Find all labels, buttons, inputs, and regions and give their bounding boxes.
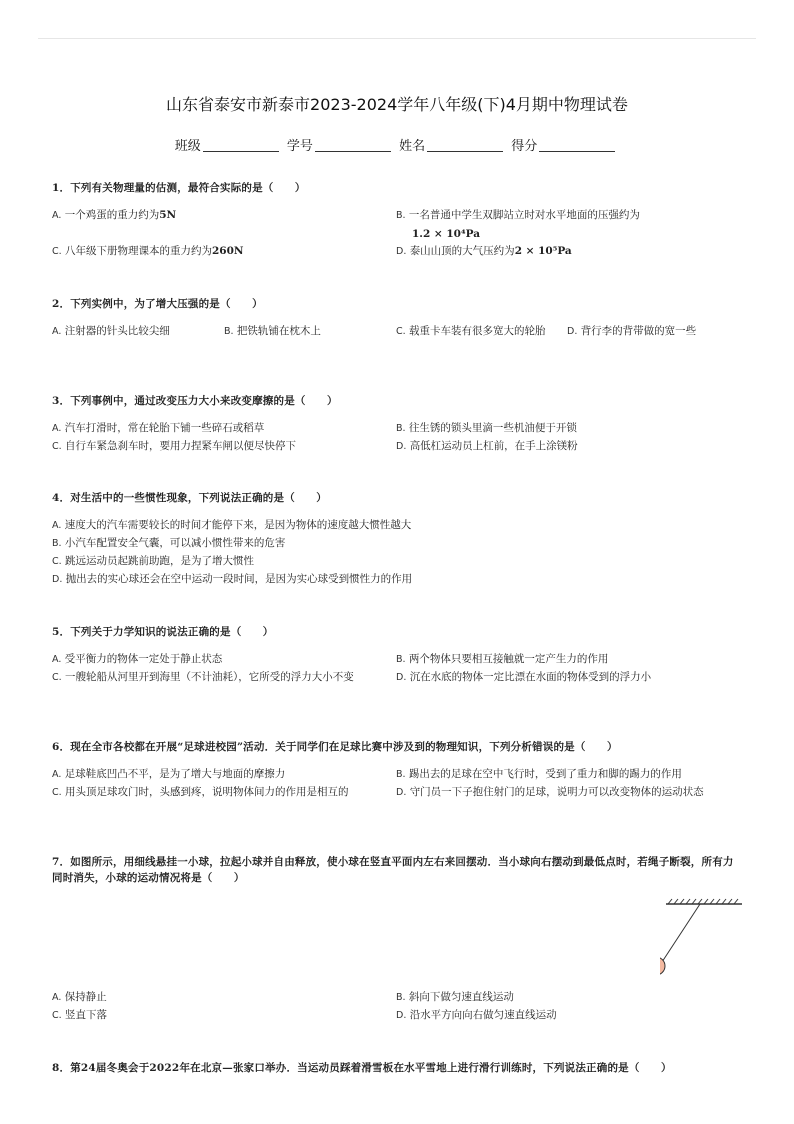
question-5 xyxy=(52,624,742,704)
pendulum-diagram xyxy=(660,898,744,978)
question-2 xyxy=(52,296,742,358)
question-1 xyxy=(52,180,742,260)
class-label: 班级 xyxy=(174,139,201,154)
name-blank[interactable] xyxy=(427,139,503,152)
question-stem: 4．对生活中的一些惯性现象，下列说法正确的是（ ） xyxy=(52,492,328,504)
option-b[interactable]: B. 一名普通中学生双脚站立时对水平地面的压强约为 1.2 × 10⁴Pa xyxy=(396,209,640,240)
option-a[interactable]: A. 注射器的针头比较尖细 xyxy=(52,325,170,337)
question-stem: 3．下列事例中，通过改变压力大小来改变摩擦的是（ ） xyxy=(52,395,338,407)
option-a[interactable]: A. 足球鞋底凹凸不平，是为了增大与地面的摩擦力 xyxy=(52,768,286,780)
id-blank[interactable] xyxy=(315,139,391,152)
option-b[interactable]: B. 踢出去的足球在空中飞行时，受到了重力和脚的踢力的作用 xyxy=(396,768,682,780)
question-4 xyxy=(52,490,742,588)
question-stem: 6．现在全市各校都在开展“足球进校园”活动．关于同学们在足球比赛中涉及到的物理知识，下列分析错误的是（ ） xyxy=(52,741,618,753)
option-c[interactable]: C. 自行车紧急刹车时，要用力捏紧车闸以便尽快停下 xyxy=(52,440,296,452)
option-b[interactable]: B. 斜向下做匀速直线运动 xyxy=(396,991,514,1003)
option-c[interactable]: C. 竖直下落 xyxy=(52,1009,107,1021)
option-d[interactable]: D. 背行李的背带做的宽一些 xyxy=(567,325,697,337)
option-c[interactable]: C. 用头顶足球攻门时，头感到疼，说明物体间力的作用是相互的 xyxy=(52,786,349,798)
string-line xyxy=(662,904,700,962)
class-blank[interactable] xyxy=(203,139,279,152)
option-d[interactable]: D. 泰山山顶的大气压约为2 × 10⁵Pa xyxy=(396,245,572,257)
option-a[interactable]: A. 速度大的汽车需要较长的时间才能停下来，是因为物体的速度越大惯性越大 xyxy=(52,519,412,531)
option-d[interactable]: D. 高低杠运动员上杠前，在手上涂镁粉 xyxy=(396,440,578,452)
name-label: 姓名 xyxy=(399,139,426,154)
option-d[interactable]: D. 沉在水底的物体一定比漂在水面的物体受到的浮力小 xyxy=(396,671,652,683)
option-a[interactable]: A. 汽车打滑时，常在轮胎下铺一些碎石或稻草 xyxy=(52,422,265,434)
question-stem: 7．如图所示，用细线悬挂一小球，拉起小球并自由释放，使小球在竖直平面内左右来回摆动．当小球向右摆动到最低点时，若绳子断裂，所有力同时消失，小球的运动情况将是（ ） xyxy=(52,856,734,884)
option-a[interactable]: A. 保持静止 xyxy=(52,991,107,1003)
student-info-line xyxy=(0,135,794,154)
page-title: 山东省泰安市新泰市2023-2024学年八年级(下)4月期中物理试卷 xyxy=(166,95,628,114)
option-d[interactable]: D. 抛出去的实心球还会在空中运动一段时间，是因为实心球受到惯性力的作用 xyxy=(52,573,413,585)
option-c[interactable]: C. 跳远运动员起跳前助跑，是为了增大惯性 xyxy=(52,555,254,567)
question-8 xyxy=(52,1060,742,1076)
option-c[interactable]: C. 载重卡车装有很多宽大的轮胎 xyxy=(396,325,546,337)
option-d[interactable]: D. 沿水平方向向右做匀速直线运动 xyxy=(396,1009,557,1021)
option-b[interactable]: B. 小汽车配置安全气囊，可以减小惯性带来的危害 xyxy=(52,537,286,549)
score-label: 得分 xyxy=(511,139,538,154)
option-b[interactable]: B. 把铁轨铺在枕木上 xyxy=(224,325,321,337)
ball-icon xyxy=(660,957,665,975)
option-c[interactable]: C. 一艘轮船从河里开到海里（不计油耗），它所受的浮力大小不变 xyxy=(52,671,354,683)
option-a[interactable]: A. 一个鸡蛋的重力约为5N xyxy=(52,209,177,221)
header-rule xyxy=(38,38,756,39)
question-stem: 2．下列实例中，为了增大压强的是（ ） xyxy=(52,298,263,310)
option-c[interactable]: C. 八年级下册物理课本的重力约为260N xyxy=(52,245,244,257)
question-6 xyxy=(52,739,742,819)
option-b[interactable]: B. 往生锈的锁头里滴一些机油便于开锁 xyxy=(396,422,577,434)
question-stem: 8．第24届冬奥会于2022年在北京—张家口举办．当运动员踩着滑雪板在水平雪地上进行滑行训练时，下列说法正确的是（ ） xyxy=(52,1062,672,1074)
option-b[interactable]: B. 两个物体只要相互接触就一定产生力的作用 xyxy=(396,653,609,665)
question-3 xyxy=(52,393,742,455)
question-7 xyxy=(52,854,742,1024)
score-blank[interactable] xyxy=(539,139,615,152)
option-d[interactable]: D. 守门员一下子抱住射门的足球，说明力可以改变物体的运动状态 xyxy=(396,786,704,798)
question-stem: 5．下列关于力学知识的说法正确的是（ ） xyxy=(52,626,274,638)
question-stem: 1．下列有关物理量的估测，最符合实际的是（ ） xyxy=(52,182,306,194)
id-label: 学号 xyxy=(286,139,313,154)
option-a[interactable]: A. 受平衡力的物体一定处于静止状态 xyxy=(52,653,223,665)
